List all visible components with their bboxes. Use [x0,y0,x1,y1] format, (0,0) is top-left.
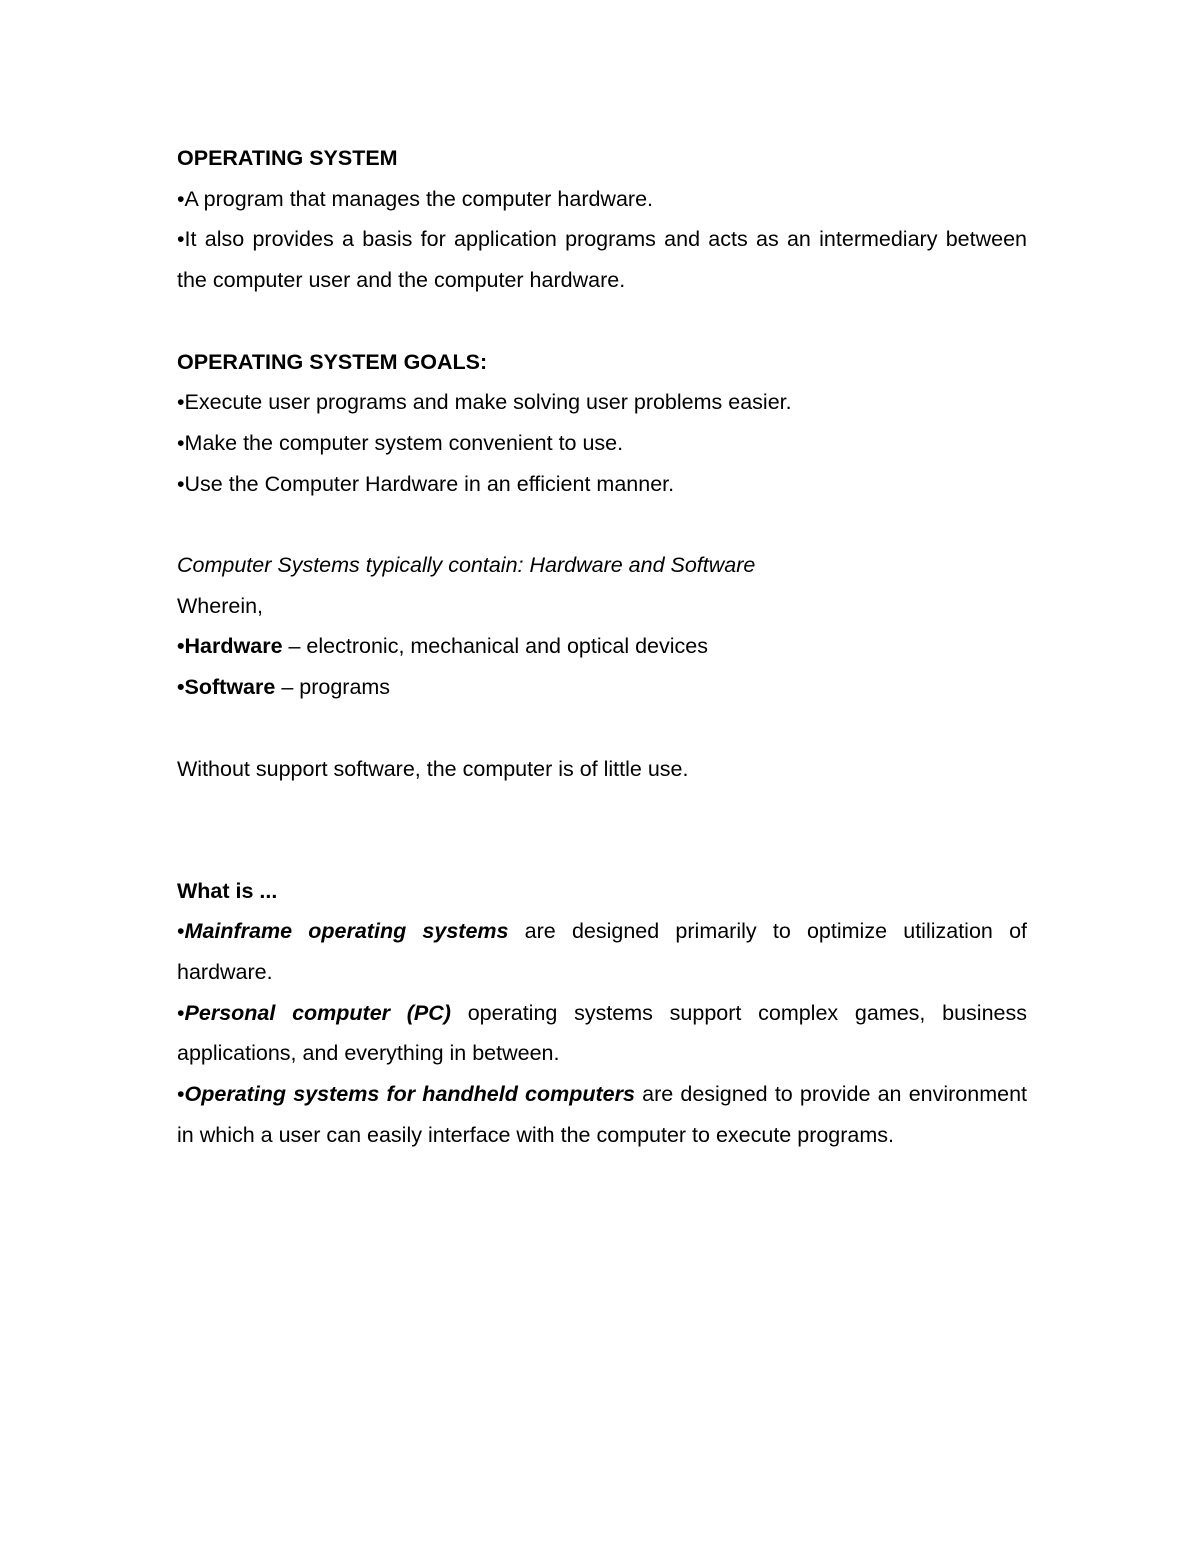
handheld-item [177,1074,1027,1155]
support-software-note: Without support software, the computer is of little use. [177,756,689,781]
software-term: Software [184,675,276,700]
pc-definition: operating systems support complex games, business applications, and everything in between. [177,1000,1027,1066]
goal-text: Use the Computer Hardware in an efficient manner. [184,471,675,496]
goal-item [177,382,1027,423]
mainframe-term: Mainframe operating systems [184,919,509,944]
bullet: • [177,675,185,700]
goal-item [177,464,1027,505]
bullet: • [177,471,185,496]
hardware-term: Hardware [184,634,283,659]
spacer [177,301,1027,342]
heading-operating-system: OPERATING SYSTEM [177,146,398,170]
software-item [177,667,1027,708]
mainframe-item [177,911,1027,992]
goal-text: Execute user programs and make solving user problems easier. [184,390,792,415]
spacer [177,504,1027,545]
spacer [177,789,1027,870]
heading-os-goals: OPERATING SYSTEM GOALS: [177,349,488,374]
document-page [177,138,1027,1156]
bullet: • [177,1000,185,1025]
os-basis-text: It also provides a basis for application programs and acts as an intermediary between the computer user and the computer hardware. [177,227,1027,293]
bullet: • [177,430,185,455]
hardware-definition: – electronic, mechanical and optical devices [282,634,708,659]
pc-term: Personal computer (PC) [184,1000,451,1025]
heading-what-is: What is ... [177,878,278,903]
handheld-term: Operating systems for handheld computers [184,1082,635,1107]
bullet: • [177,1082,185,1107]
os-definition-item [177,179,1027,220]
wherein-text: Wherein, [177,593,264,618]
computer-systems-intro: Computer Systems typically contain: Hardware and Software [177,553,756,577]
bullet: • [177,919,185,944]
bullet: • [177,227,185,252]
hardware-item [177,626,1027,667]
handheld-definition: are designed to provide an environment in which a user can easily interface with the computer to execute programs. [177,1082,1028,1147]
bullet: • [177,634,185,659]
goal-item [177,423,1027,464]
os-basis-item [177,219,1027,300]
os-definition-text: A program that manages the computer hardware. [184,186,654,211]
mainframe-definition: are designed primarily to optimize utilization of hardware. [177,919,1027,984]
software-definition: – programs [275,675,391,700]
spacer [177,708,1027,749]
bullet: • [177,390,185,415]
pc-item [177,993,1027,1074]
bullet: • [177,186,185,211]
goal-text: Make the computer system convenient to use. [184,430,624,455]
